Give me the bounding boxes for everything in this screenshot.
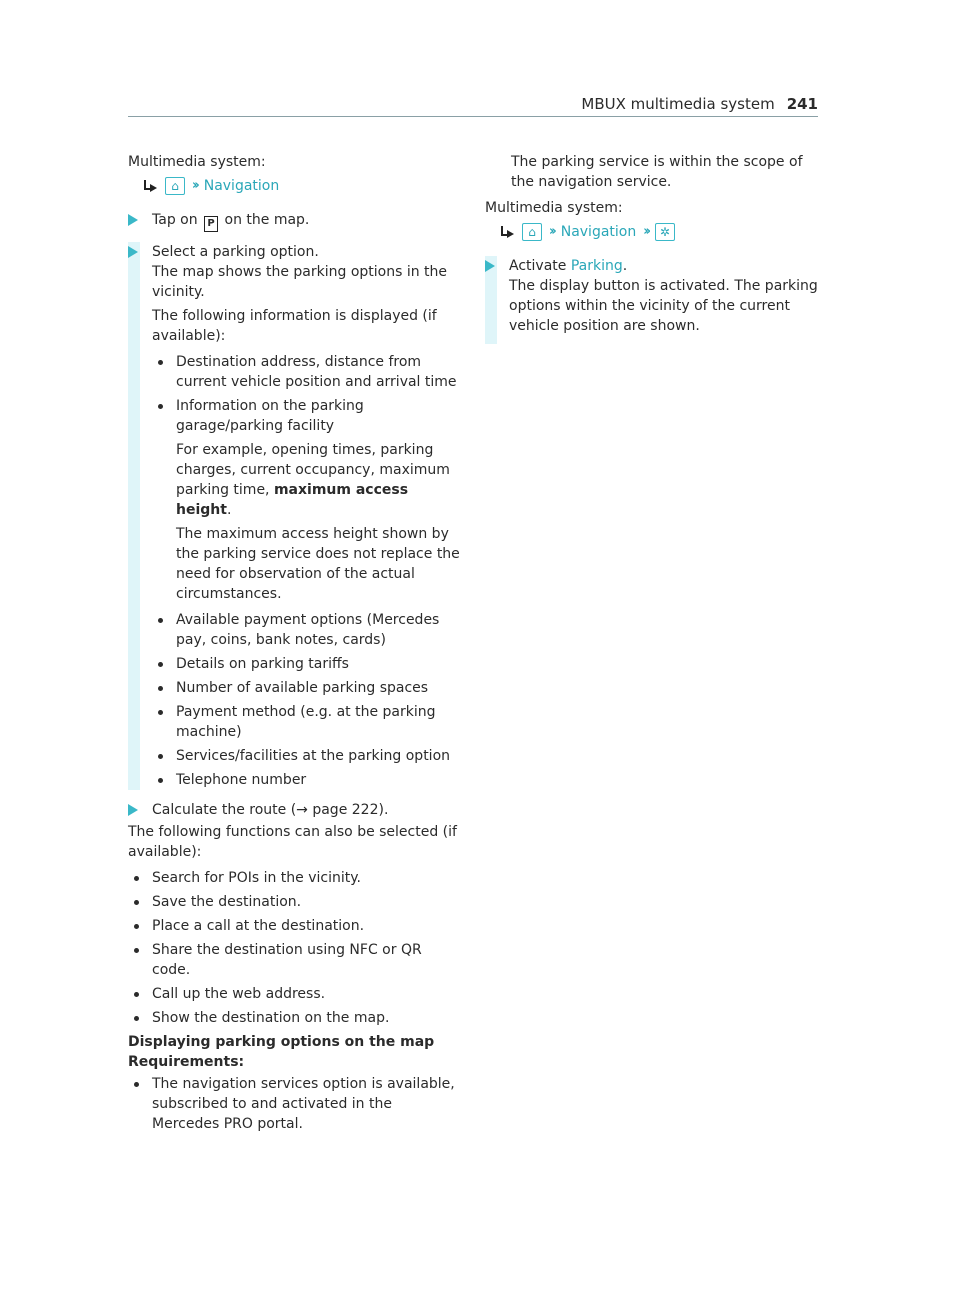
- activate-line: Activate Parking.: [509, 258, 628, 274]
- step-tap-parking: [128, 210, 463, 232]
- list-item: Share the destination using NFC or QR code.: [128, 940, 463, 980]
- list-item: Details on parking tariffs: [152, 654, 463, 674]
- left-column: [128, 152, 463, 1138]
- step-calculate-route: [128, 800, 463, 820]
- list-item: Search for POIs in the vicinity.: [128, 868, 463, 888]
- menu-path: [485, 222, 818, 242]
- parking-icon: P: [204, 216, 218, 232]
- list-item: Telephone number: [152, 770, 463, 790]
- header-rule: [128, 116, 818, 117]
- right-column: [485, 152, 818, 354]
- list-item: Information on the parking garage/parking facility: [152, 396, 463, 436]
- chevron-right-icon: ››: [549, 224, 554, 239]
- chevron-right-icon: ››: [643, 224, 648, 239]
- step2-line3: The following information is displayed (if available):: [152, 308, 437, 344]
- step1-text-end: on the map.: [224, 212, 310, 228]
- list-item: Services/facilities at the parking option: [152, 746, 463, 766]
- functions-list: [128, 868, 463, 1028]
- list-item: Available payment options (Mercedes pay, coins, bank notes, cards): [152, 610, 463, 650]
- path-arrow-icon: [142, 179, 158, 193]
- path-arrow-icon: [499, 225, 515, 239]
- step-select-parking: [128, 242, 463, 790]
- step-arrow-icon: [128, 246, 138, 258]
- sub-note: For example, opening times, parking charges, current occupancy, maximum parking time, maximum access height.: [176, 442, 450, 518]
- intro-text: Multimedia system:: [485, 200, 623, 216]
- list-item: Place a call at the destination.: [128, 916, 463, 936]
- step-arrow-icon: [485, 260, 495, 272]
- page-number: 241: [786, 95, 818, 113]
- following-text: The following functions can also be selected (if available):: [128, 824, 457, 860]
- step-activate-parking: [485, 256, 818, 344]
- step3-text: Calculate the route (→ page 222).: [152, 802, 389, 818]
- requirements-list: [128, 1074, 463, 1134]
- scope-text: The parking service is within the scope of the navigation service.: [511, 154, 803, 190]
- home-icon: ⌂: [165, 177, 185, 195]
- intro-text: Multimedia system:: [128, 154, 266, 170]
- step2-line1: Select a parking option.: [152, 244, 319, 260]
- list-item: Number of available parking spaces: [152, 678, 463, 698]
- list-item: Payment method (e.g. at the parking machine): [152, 702, 463, 742]
- sub-warning: The maximum access height shown by the parking service does not replace the need for observation of the actual circumstances.: [176, 526, 460, 602]
- parking-link[interactable]: Parking: [570, 258, 623, 274]
- activate-detail: The display button is activated. The parking options within the vicinity of the current vehicle position are shown.: [509, 278, 818, 334]
- info-list: [152, 352, 463, 436]
- list-item: Show the destination on the map.: [128, 1008, 463, 1028]
- list-item: Call up the web address.: [128, 984, 463, 1004]
- page-header: [581, 94, 818, 114]
- step-body: [485, 256, 818, 344]
- step-arrow-icon: [128, 214, 138, 226]
- list-item: Destination address, distance from current vehicle position and arrival time: [152, 352, 463, 392]
- navigation-link[interactable]: Navigation: [203, 178, 280, 194]
- list-item: The navigation services option is available, subscribed to and activated in the Mercedes PRO portal.: [128, 1074, 463, 1134]
- gear-icon: ✲: [655, 223, 675, 241]
- section-heading: Displaying parking options on the map: [128, 1034, 435, 1050]
- navigation-link[interactable]: Navigation: [560, 224, 637, 240]
- step2-line2: The map shows the parking options in the vicinity.: [152, 264, 448, 300]
- list-item: Save the destination.: [128, 892, 463, 912]
- info-list-2: [152, 610, 463, 790]
- menu-path: [128, 176, 463, 196]
- requirements-heading: Requirements:: [128, 1054, 245, 1070]
- chevron-right-icon: ››: [192, 178, 197, 193]
- header-title: MBUX multimedia system: [581, 95, 775, 113]
- step-body: [128, 242, 463, 790]
- home-icon: ⌂: [522, 223, 542, 241]
- step1-text: Tap on: [152, 212, 198, 228]
- step-arrow-icon: [128, 804, 138, 816]
